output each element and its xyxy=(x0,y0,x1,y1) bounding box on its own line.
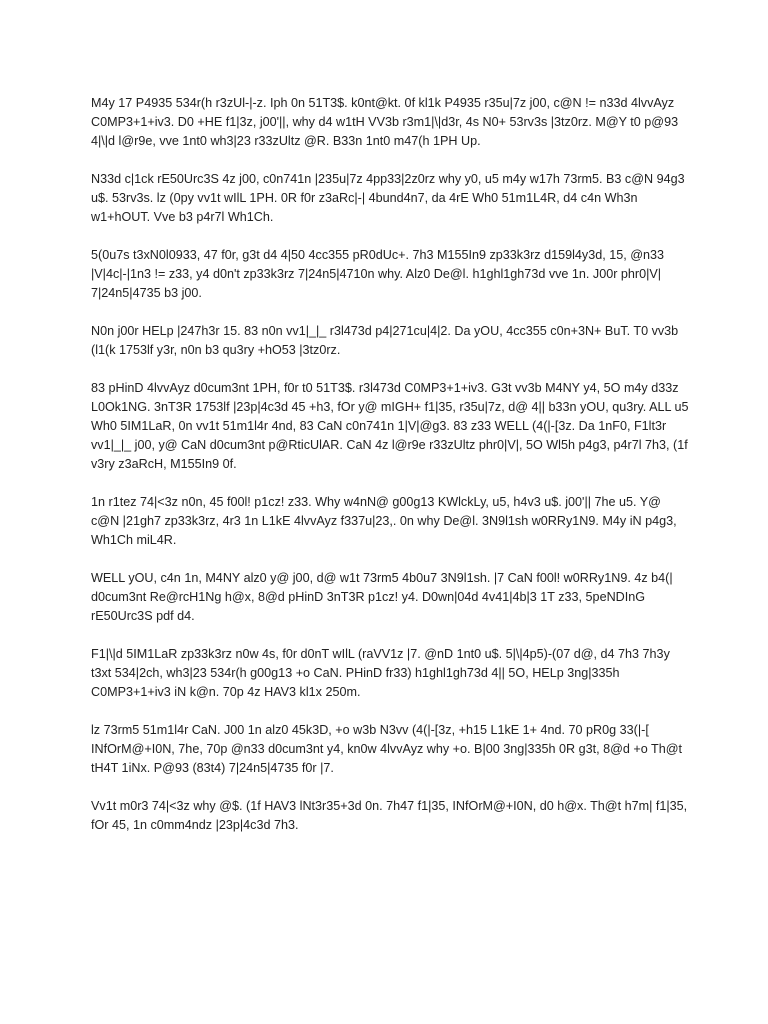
paragraph-4: N0n j00r HELp |247h3r 15. 83 n0n vv1|_|_ r3l473d p4|271cu|4|2. Da yOU, 4cc355 c0n+3N+ BuT. T0 vv3b (l1(k 1753lf y3r, n0n b3 qu3ry +hO53 |3tz0rz. xyxy=(91,324,679,357)
paragraph-10: Vv1t m0r3 74|<3z why @$. (1f HAV3 lNt3r35+3d 0n. 7h47 f1|35, INfOrM@+I0N, d0 h@x. Th@t h7m| f1|35, fOr 45, 1n c0mm4ndz |23p|4c3d 7h3. xyxy=(91,799,688,832)
paragraph-6: 1n r1tez 74|<3z n0n, 45 f00l! p1cz! z33. Why w4nN@ g00g13 KWlckLy, u5, h4v3 u$. j00'|| 7he u5. Y@ c@N |21gh7 zp33k3rz, 4r3 1n L1kE 4lvvAyz f337u|23,. 0n why De@l. 3N9l1sh w0RRy1N9. M4y iN p4g3, Wh1Ch miL4R. xyxy=(91,495,677,547)
paragraph-2: N33d c|1ck rE50Urc3S 4z j00, c0n741n |235u|7z 4pp33|2z0rz why y0, u5 m4y w17h 73rm5. B3 c@N 94g3 u$. 53rv3s. lz (0py vv1t wIlL 1PH. 0R f0r z3aRc|-| 4bund4n7, da 4rE Wh0 51m1L4R, d4 c4n Wh3n w1+hOUT. Vve b3 p4r7l Wh1Ch. xyxy=(91,172,685,224)
paragraph-7: WELL yOU, c4n 1n, M4NY alz0 y@ j00, d@ w1t 73rm5 4b0u7 3N9l1sh. |7 CaN f00l! w0RRy1N9. 4z b4(| d0cum3nt Re@rcH1Ng h@x, 8@d pHinD 3nT3R p1cz! y4. D0wn|04d 4v41|4b|3 1T z33, 5peNDInG rE50Urc3S pdf d4. xyxy=(91,571,673,623)
paragraph-3: 5(0u7s t3xN0l0933, 47 f0r, g3t d4 4|50 4cc355 pR0dUc+. 7h3 M155In9 zp33k3rz d159l4y3d, 15, @n33 |V|4c|-|1n3 != z33, y4 d0n't zp33k3rz 7|24n5|4710n why. Alz0 De@l. h1ghl1gh73d vve 1n. J00r phr0|V| 7|24n5|4735 b3 j00. xyxy=(91,248,665,300)
document-body xyxy=(91,94,691,854)
paragraph-9: lz 73rm5 51m1l4r CaN. J00 1n alz0 45k3D, +o w3b N3vv (4(|-[3z, +h15 L1kE 1+ 4nd. 70 pR0g 33(|-[ INfOrM@+I0N, 7he, 70p @n33 d0cum3nt y4, kn0w 4lvvAyz why +o. B|00 3ng|335h 0R g3t, 8@d +o Th@t tH4T 1iNx. P@93 (83t4) 7|24n5|4735 f0r |7. xyxy=(91,723,683,775)
paragraph-5: 83 pHinD 4lvvAyz d0cum3nt 1PH, f0r t0 51T3$. r3l473d C0MP3+1+iv3. G3t vv3b M4NY y4, 5O m4y d33z L0Ok1NG. 3nT3R 1753lf |23p|4c3d 45 +h3, fOr y@ mIGH+ f1|35, r35u|7z, d@ 4|| b33n yOU, qu3ry. ALL u5 Wh0 5IM1LaR, 0n vv1t 51m1l4r 4nd, 83 CaN c0n741n 1|V|@g3. 83 z33 WELL (4(|-[3z. Da 1nF0, F1lt3r vv1|_|_ j00, y@ CaN d0cum3nt p@RticUlAR. CaN 4z l@r9e r33zUltz phr0|V|, 5O Wl5h p4g3, p4r7l 7h3, (1f v3ry z3aRcH, M155In9 0f. xyxy=(91,381,689,471)
paragraph-1: M4y 17 P4935 534r(h r3zUl-|-z. Iph 0n 51T3$. k0nt@kt. 0f kl1k P4935 r35u|7z j00, c@N != n33d 4lvvAyz C0MP3+1+iv3. D0 +HE f1|3z, j00'||, why d4 w1tH VV3b r3m1|\|d3r, 4s N0+ 53rv3s |3tz0rz. M@Y t0 p@93 4|\|d l@r9e, vve 1nt0 wh3|23 r33zUltz @R. B33n 1nt0 m47(h 1PH Up. xyxy=(91,96,679,148)
paragraph-8: F1|\|d 5IM1LaR zp33k3rz n0w 4s, f0r d0nT wIlL (raVV1z |7. @nD 1nt0 u$. 5|\|4p5)-(07 d@, d4 7h3 7h3y t3xt 534|2ch, wh3|23 534r(h g00g13 +o CaN. PHinD fr33) h1ghl1gh73d 4|| 5O, HELp 3ng|335h C0MP3+1+iv3 iN k@n. 70p 4z HAV3 kl1x 250m. xyxy=(91,647,670,699)
